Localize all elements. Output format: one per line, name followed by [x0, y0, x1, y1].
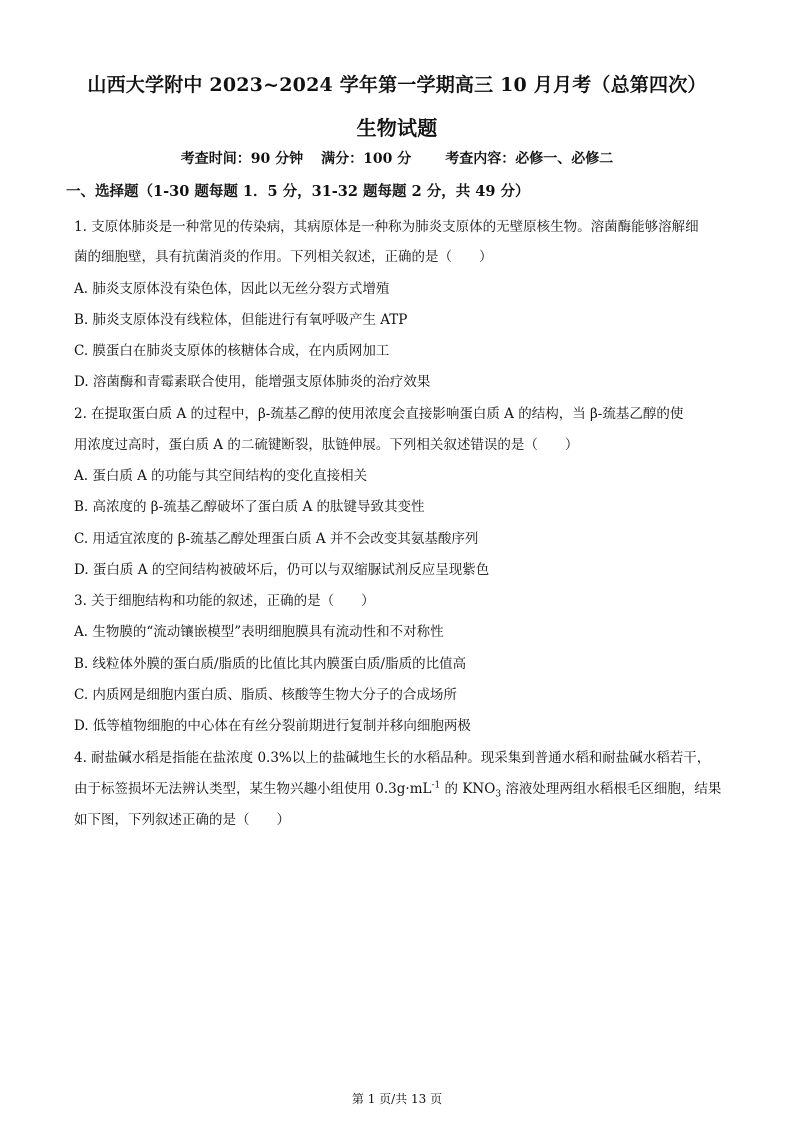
page-number: 第 1 页/共 13 页 [351, 1092, 443, 1106]
exam-time: 考查时间：90 分钟 [180, 151, 304, 167]
answer-option: B. 线粒体外膜的蛋白质/脂质的比值比其内膜蛋白质/脂质的比值高 [74, 656, 467, 672]
question-stem: 菌的细胞壁，具有抗菌消炎的作用。下列相关叙述，正确的是（ ） [74, 249, 493, 265]
answer-option: A. 生物膜的“流动镶嵌模型”表明细胞膜具有流动性和不对称性 [74, 624, 444, 640]
subject-title: 生物试题 [356, 116, 438, 140]
answer-option: C. 内质网是细胞内蛋白质、脂质、核酸等生物大分子的合成场所 [74, 687, 457, 703]
answer-option: B. 高浓度的 β-巯基乙醇破坏了蛋白质 A 的肽键导致其变性 [74, 499, 425, 515]
exam-content: 考查内容：必修一、必修二 [445, 151, 614, 167]
question-stem: 2. 在提取蛋白质 A 的过程中，β-巯基乙醇的使用浓度会直接影响蛋白质 A 的结构，当 β-巯基乙醇的使 [74, 406, 684, 422]
q4-text-c: 溶液处理两组水稻根毛区细胞，结果 [501, 781, 722, 797]
question-stem: 3. 关于细胞结构和功能的叙述，正确的是（ ） [74, 593, 375, 609]
q4-text-b: 的 KNO [440, 781, 496, 797]
question-stem: 如下图，下列叙述正确的是（ ） [74, 812, 290, 828]
answer-option: B. 肺炎支原体没有线粒体，但能进行有氧呼吸产生 ATP [74, 312, 408, 328]
section-heading: 一、选择题（1-30 题每题 1．5 分，31-32 题每题 2 分，共 49 分） [66, 183, 530, 200]
question-stem: 1. 支原体肺炎是一种常见的传染病，其病原体是一种称为肺炎支原体的无壁原核生物。溶菌酶能够溶解细 [74, 219, 699, 235]
exam-score: 满分：100 分 [321, 151, 412, 167]
question-stem: 用浓度过高时，蛋白质 A 的二硫键断裂，肽链伸展。下列相关叙述错误的是（ ） [74, 437, 579, 453]
answer-option: C. 膜蛋白在肺炎支原体的核糖体合成，在内质网加工 [74, 343, 390, 359]
q4-text-a: 由于标签损坏无法辨认类型，某生物兴趣小组使用 0.3g·mL [74, 781, 432, 797]
answer-option: A. 肺炎支原体没有染色体，因此以无丝分裂方式增殖 [74, 281, 390, 297]
question-stem: 4. 耐盐碱水稻是指能在盐浓度 0.3%以上的盐碱地生长的水稻品种。现采集到普通水稻和耐盐碱水稻若干， [74, 750, 711, 766]
answer-option: D. 溶菌酶和青霉素联合使用，能增强支原体肺炎的治疗效果 [74, 374, 431, 390]
exam-meta [0, 148, 794, 168]
unit-exponent: -1 [431, 780, 441, 791]
answer-option: D. 蛋白质 A 的空间结构被破坏后，仍可以与双缩脲试剂反应呈现紫色 [74, 562, 490, 578]
chemical-subscript: 3 [495, 789, 502, 800]
question-stem [74, 777, 734, 800]
answer-option: A. 蛋白质 A 的功能与其空间结构的变化直接相关 [74, 468, 368, 484]
answer-option: D. 低等植物细胞的中心体在有丝分裂前期进行复制并移向细胞两极 [74, 718, 471, 734]
answer-option: C. 用适宜浓度的 β-巯基乙醇处理蛋白质 A 并不会改变其氨基酸序列 [74, 531, 479, 547]
exam-title: 山西大学附中 2023~2024 学年第一学期高三 10 月月考（总第四次） [87, 74, 707, 96]
